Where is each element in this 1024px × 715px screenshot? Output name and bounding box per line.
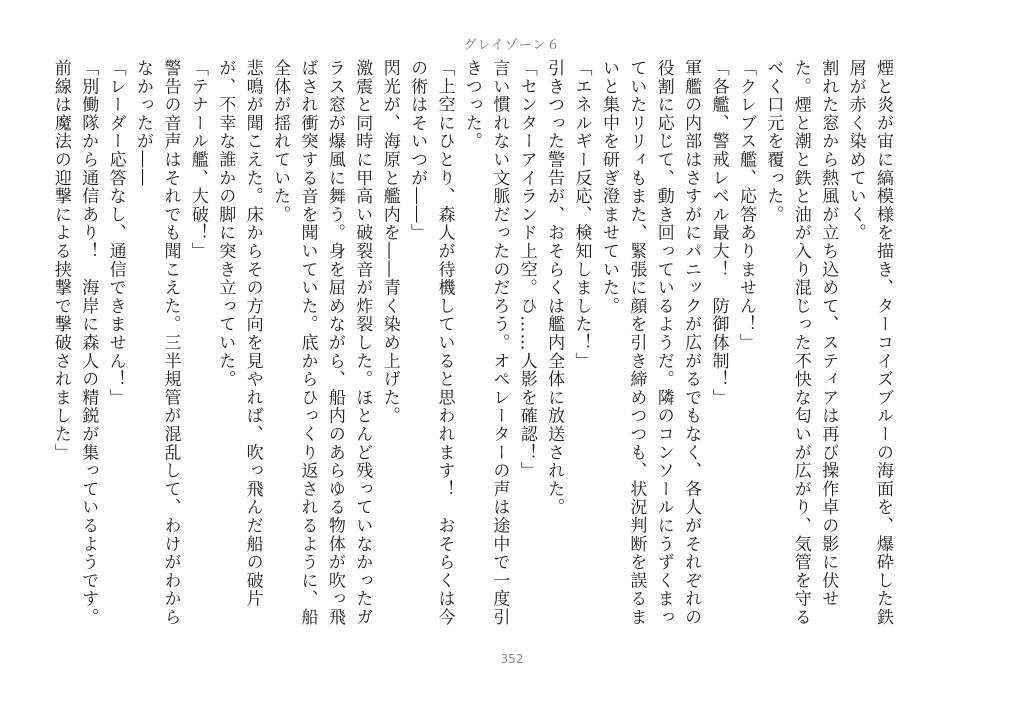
paragraph: 言い慣れない文脈だったのだろう。オペレーターの声は途中で一度引きつった。 — [461, 59, 510, 627]
paragraph: 「クレブス艦、応答ありません！」 — [735, 59, 756, 352]
page-number: 352 — [500, 652, 524, 666]
paragraph: 悲鳴が聞こえた。床からその方向を見やれば、吹っ飛んだ船の破片が、不幸な誰かの脚に突き立っていた。 — [215, 59, 263, 608]
paragraph: 閃光が、海原と艦内を――青く染め上げた。 — [379, 59, 400, 425]
paragraph: 「上空にひとり、森人が待機していると思われます！ おそらくは今の術はそいつが――」 — [407, 59, 455, 627]
paragraph: 激震と同時に甲高い破裂音が炸裂した。ほとんど残っていなかったガラス窓が爆風に舞う。身を屈めながら、船内のあらゆる物体が吹っ飛ばされ衝突する音を聞いていた。底からひっくり返されるように、船全体が揺れていた。 — [270, 59, 373, 627]
paragraph: 警告の音声はそれでも聞こえた。三半規管が混乱して、わけがわからなかったが―― — [133, 59, 181, 627]
paragraph: 「別働隊から通信あり！ 海岸に森人の精鋭が集っているようです。前線は魔法の迎撃による挟撃で撃破されました」 — [50, 59, 99, 627]
paragraph: 割れた窓から熱風が立ち込めて、スティアは再び操作卓の影に伏せた。煙と潮と鉄と油が入り混じった不快な匂いが広がり、気管を守るべく口元を覆った。 — [763, 59, 839, 627]
paragraph: 煙と炎が宙に縞模様を描き、ターコイズブルーの海面を、爆砕した鉄屑が赤く染めていく。 — [845, 59, 893, 627]
page-header: グレイゾーン６ — [463, 38, 561, 53]
paragraph: 「テナール艦、大破！」 — [187, 59, 208, 261]
paragraph: 引きつった警告が、おそらくは艦内全体に放送された。 — [544, 59, 565, 517]
paragraph: 軍艦の内部はさすがにパニックが広がるでもなく、各人がそれぞれの役割に応じて、動き回っているようだ。隣のコンソールにうずくまっていたリリィもまた、緊張に顔を引き締めつつも、状況判断を誤るまいと集中を研ぎ澄ませていた。 — [598, 59, 702, 627]
novel-body-text — [50, 59, 896, 644]
paragraph: 「エネルギー反応、検知しました！」 — [571, 59, 592, 371]
paragraph: 「センターアイランド上空。ひ……人影を確認！」 — [516, 59, 537, 480]
paragraph: 「レーダー応答なし、通信できません！」 — [105, 59, 126, 407]
paragraph: 「各艦、警戒レベル最大！ 防御体制！」 — [708, 59, 729, 407]
